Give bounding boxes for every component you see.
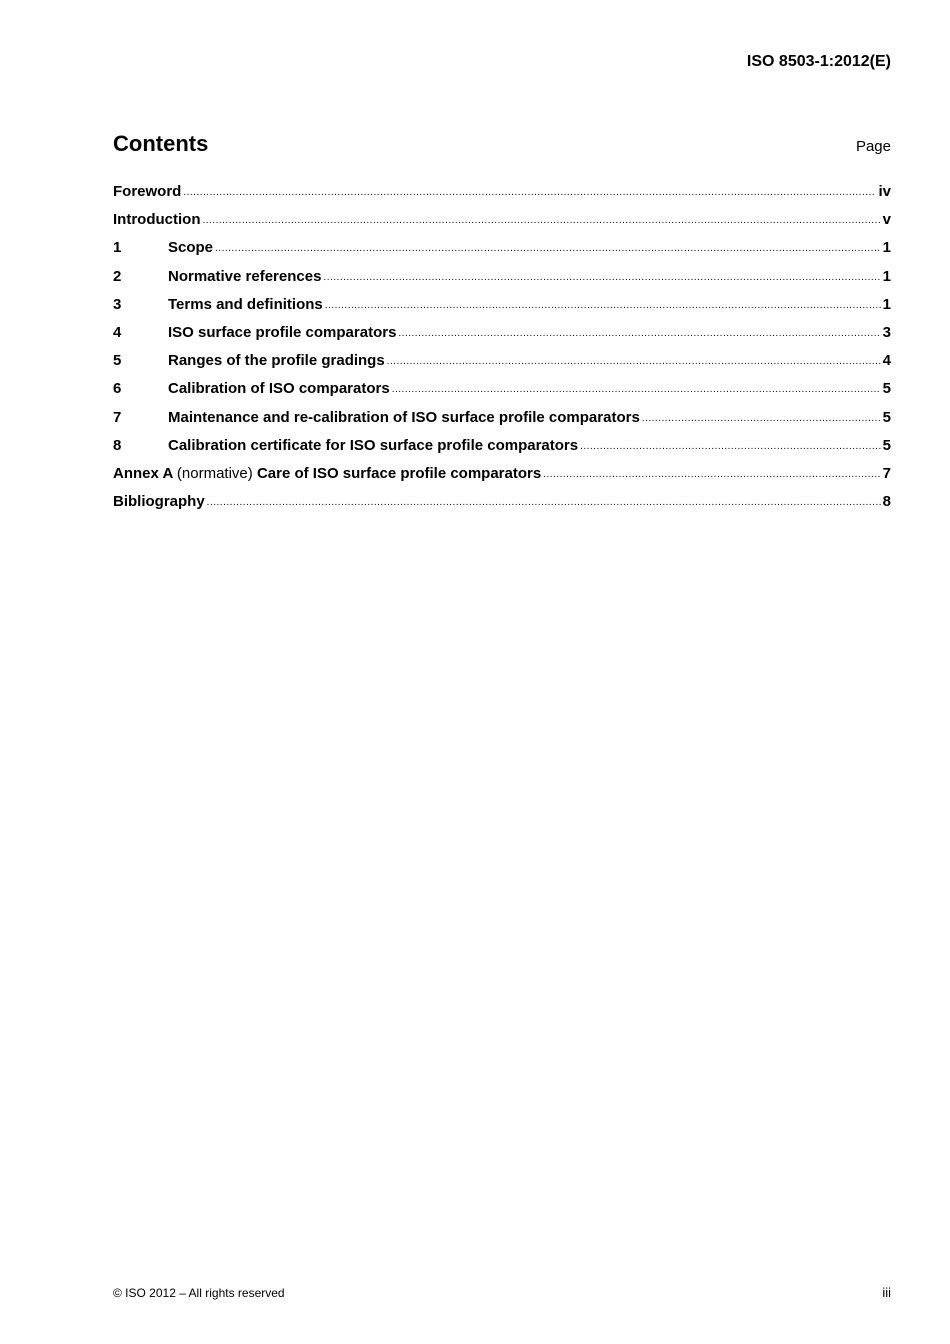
toc-dot-leader — [580, 437, 881, 457]
toc-dot-leader — [398, 324, 880, 344]
toc-entry-scope[interactable] — [113, 238, 891, 266]
toc-entry-number: 8 — [113, 436, 122, 454]
annex-label: Annex A — [113, 464, 173, 482]
toc-dot-leader — [325, 296, 881, 316]
toc-entry-annex-a[interactable] — [113, 464, 891, 492]
toc-dot-leader — [202, 211, 880, 231]
toc-entry-title: Calibration of ISO comparators — [168, 380, 390, 398]
document-reference: ISO 8503-1:2012(E) — [746, 53, 891, 70]
toc-entry-calibration-certificate[interactable] — [113, 436, 891, 464]
toc-entry-number: 4 — [113, 323, 122, 341]
footer-copyright: © ISO 2012 – All rights reserved — [113, 1286, 285, 1300]
toc-dot-leader — [207, 493, 881, 513]
toc-dot-leader — [392, 380, 881, 400]
toc-dot-leader — [183, 183, 876, 203]
toc-entry-page: 1 — [882, 239, 891, 257]
toc-entry-number: 1 — [113, 239, 122, 257]
table-of-contents — [113, 182, 891, 520]
toc-entry-normative-references[interactable] — [113, 267, 891, 295]
toc-entry-page: 7 — [882, 464, 891, 482]
toc-entry-page: 8 — [882, 493, 891, 511]
toc-entry-title: Normative references — [168, 267, 322, 285]
annex-title: Care of ISO surface profile comparators — [256, 464, 542, 482]
toc-entry-page: iv — [878, 183, 891, 200]
toc-entry-maintenance[interactable] — [113, 408, 891, 436]
toc-entry-ranges[interactable] — [113, 351, 891, 379]
toc-entry-page: 1 — [882, 267, 891, 285]
toc-entry-title: Ranges of the profile gradings — [168, 352, 385, 370]
toc-entry-terms-and-definitions[interactable] — [113, 295, 891, 323]
toc-entry-title: Scope — [168, 239, 214, 257]
toc-entry-page: 4 — [882, 352, 891, 370]
toc-entry-foreword[interactable] — [113, 182, 891, 210]
toc-entry-number: 3 — [113, 295, 122, 313]
toc-dot-leader — [642, 409, 881, 429]
toc-entry-number: 6 — [113, 380, 122, 398]
footer-page-number: iii — [882, 1285, 891, 1300]
toc-entry-introduction[interactable] — [113, 210, 891, 238]
toc-entry-title: Introduction — [113, 211, 201, 229]
toc-entry-comparators[interactable] — [113, 323, 891, 351]
toc-entry-page: v — [882, 211, 891, 229]
toc-entry-page: 5 — [882, 380, 891, 398]
page-column-label: Page — [855, 138, 891, 155]
toc-entry-page: 1 — [882, 295, 891, 313]
page-title: Contents — [113, 131, 209, 156]
toc-dot-leader — [543, 465, 880, 485]
toc-entry-number: 7 — [113, 408, 122, 426]
toc-entry-number: 2 — [113, 267, 122, 285]
toc-dot-leader — [215, 239, 881, 259]
toc-dot-leader — [323, 268, 880, 288]
toc-entry-page: 3 — [882, 323, 891, 341]
toc-entry-page: 5 — [882, 436, 891, 454]
toc-entry-page: 5 — [882, 408, 891, 426]
toc-entry-title: Bibliography — [113, 493, 205, 511]
toc-entry-title: Maintenance and re-calibration of ISO surface profile comparators — [168, 408, 640, 426]
toc-entry-title: ISO surface profile comparators — [168, 323, 397, 341]
toc-entry-title: Foreword — [113, 183, 182, 200]
toc-entry-title — [113, 464, 541, 484]
toc-entry-calibration[interactable] — [113, 379, 891, 407]
toc-entry-title: Calibration certificate for ISO surface profile comparators — [168, 436, 579, 454]
toc-dot-leader — [387, 352, 881, 372]
annex-note: (normative) — [176, 464, 253, 482]
toc-entry-bibliography[interactable] — [113, 492, 891, 520]
toc-entry-number: 5 — [113, 352, 122, 370]
toc-entry-title: Terms and definitions — [168, 295, 323, 313]
